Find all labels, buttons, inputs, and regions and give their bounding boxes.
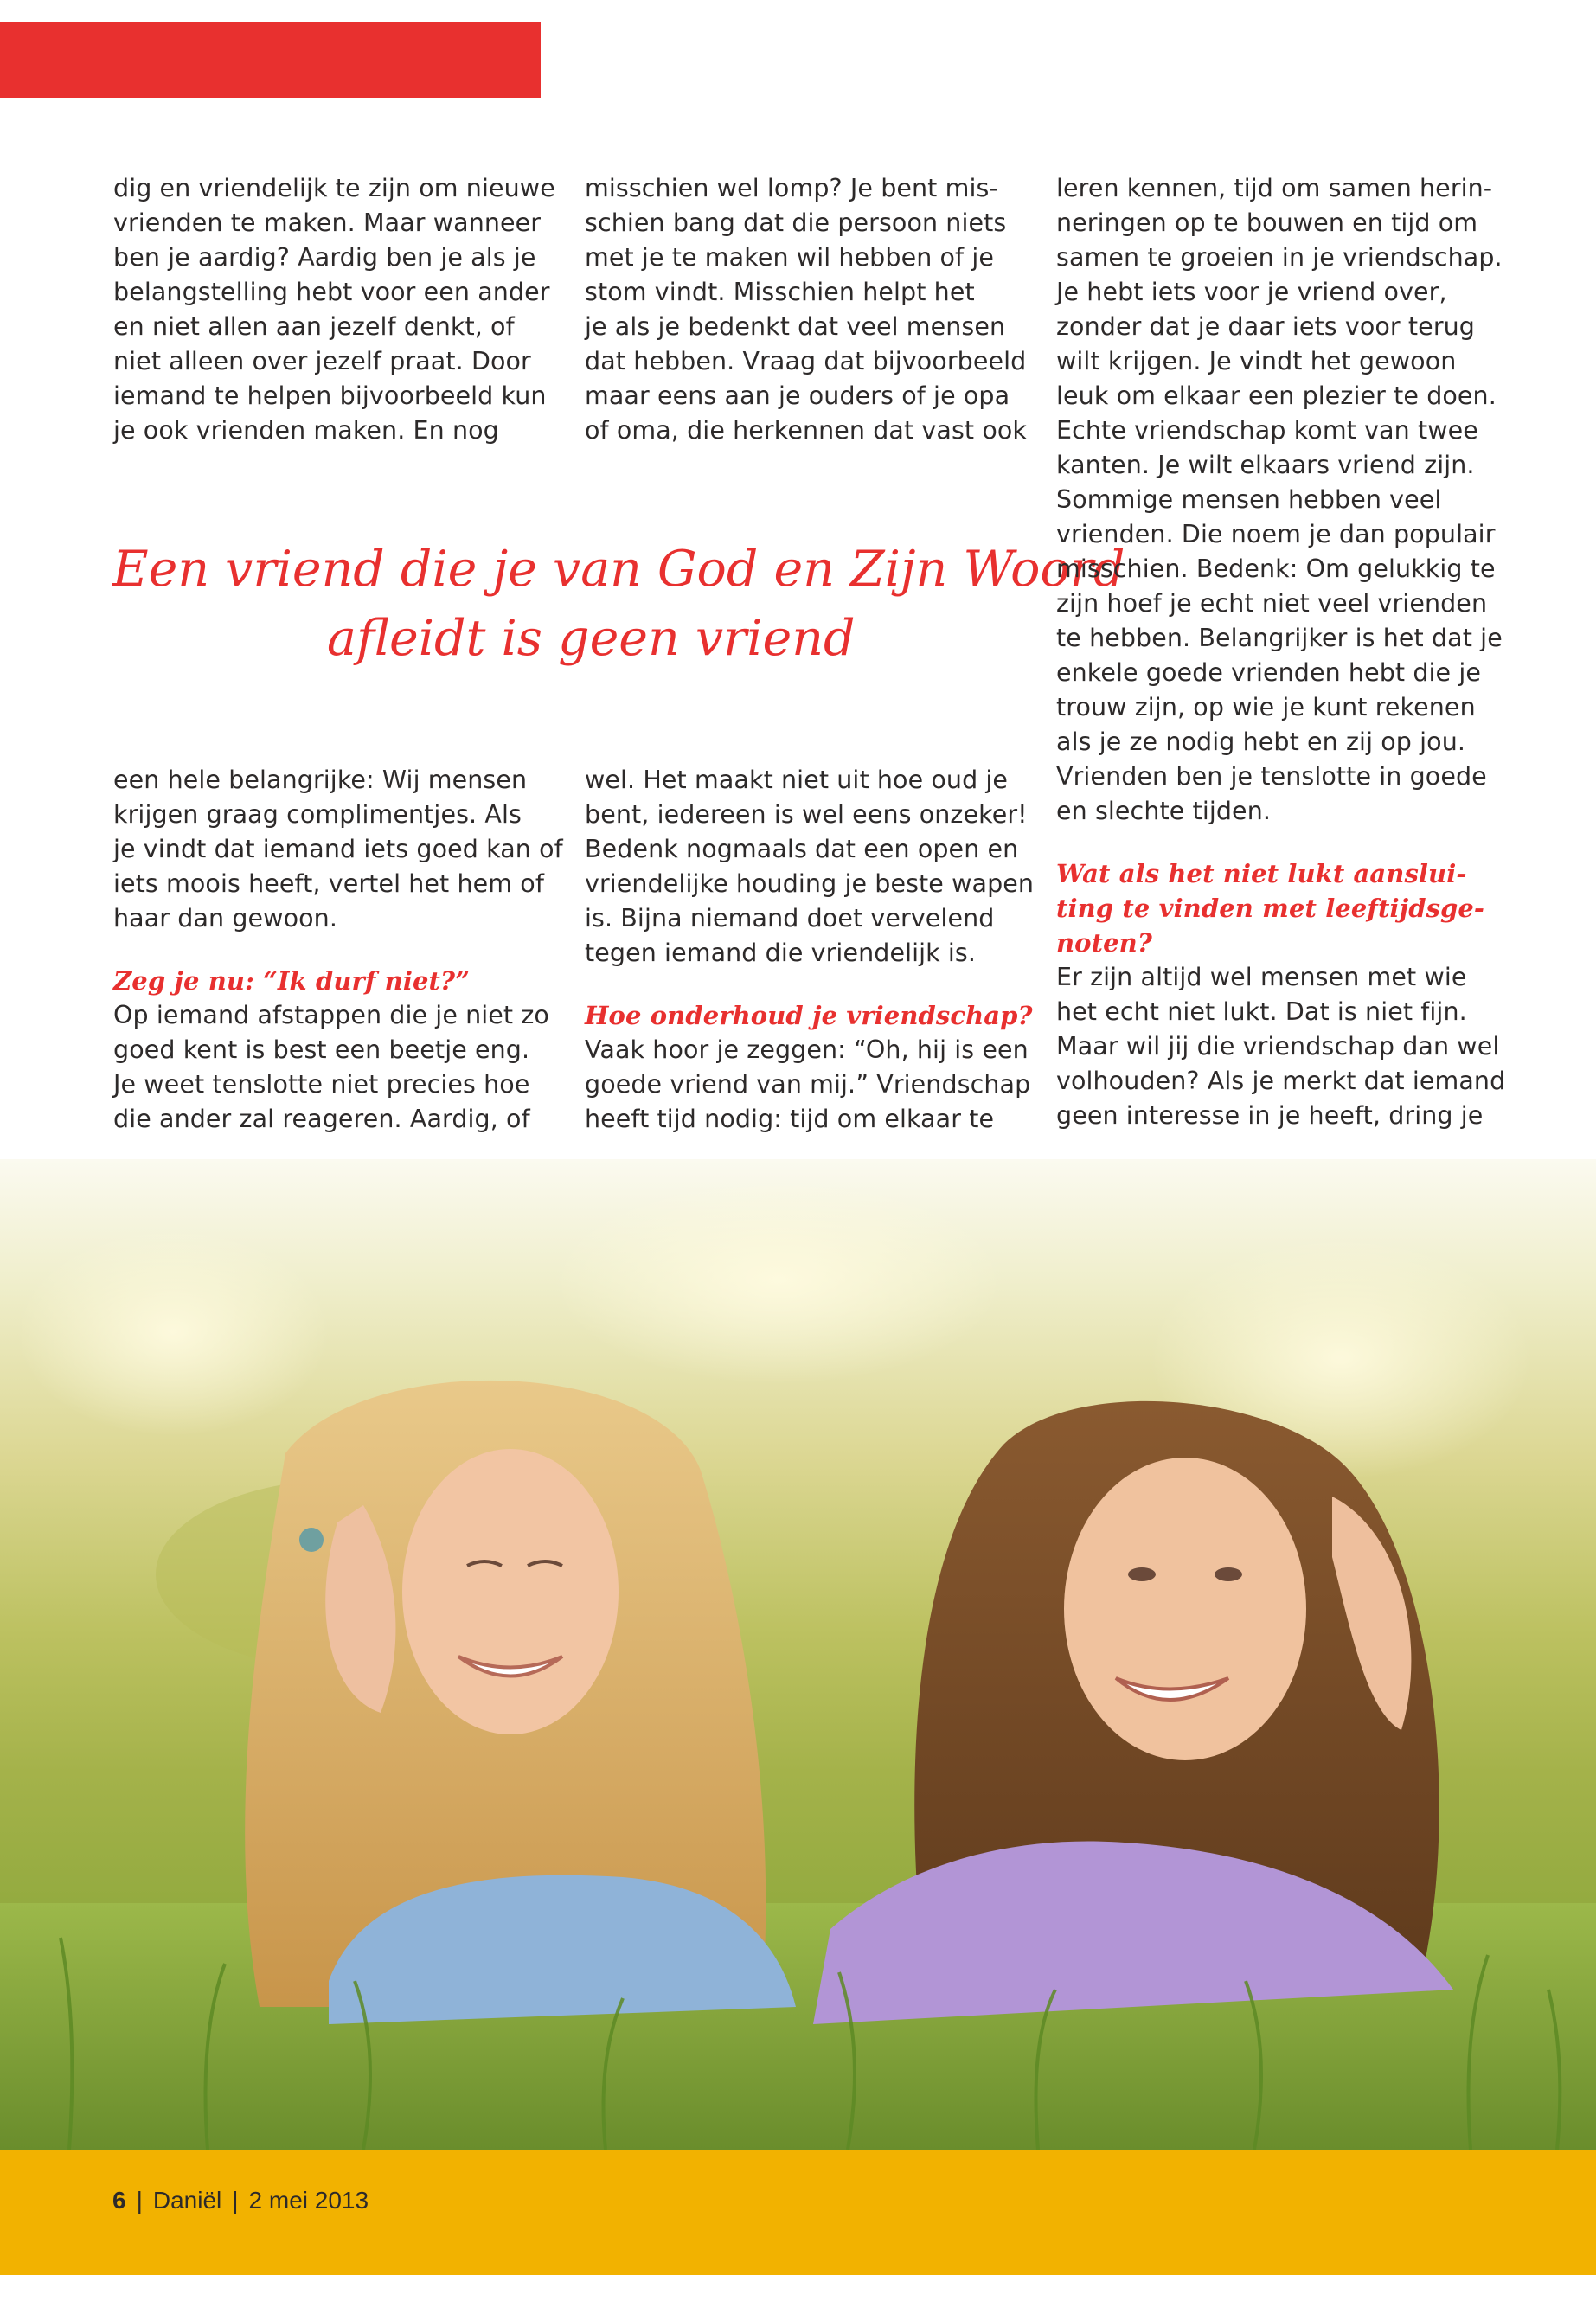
text-line: iets moois heeft, vertel het hem of — [113, 869, 544, 898]
text-line: heeft tijd nodig: tijd om elkaar te — [585, 1105, 995, 1133]
text-line: enkele goede vrienden hebt die je — [1056, 658, 1482, 687]
text-line: vriendelijke houding je beste wapen — [585, 869, 1035, 898]
text-line: samen te groeien in je vriendschap. — [1056, 243, 1503, 272]
text-line: vrienden. Die noem je dan populair — [1056, 520, 1496, 548]
text-line: Maar wil jij die vriendschap dan wel — [1056, 1032, 1500, 1061]
text-line: je ook vrienden maken. En nog — [113, 416, 499, 445]
text-line: Echte vriendschap komt van twee — [1056, 416, 1478, 445]
text-line: en slechte tijden. — [1056, 797, 1272, 825]
photo-illustration — [0, 1159, 1596, 2150]
column-3 — [1056, 171, 1506, 1133]
issue-date: 2 mei 2013 — [248, 2187, 369, 2214]
text-line: een hele belangrijke: Wij mensen — [113, 766, 528, 794]
column-2-top-text — [585, 171, 1028, 448]
text-line: haar dan gewoon. — [113, 904, 337, 933]
text-line: neringen op te bouwen en tijd om — [1056, 208, 1478, 237]
text-line: noten? — [1056, 928, 1152, 958]
text-line: leuk om elkaar een plezier te doen. — [1056, 381, 1497, 410]
text-line: Sommige mensen hebben veel — [1056, 485, 1442, 514]
section-heading-onderhoud-vriendschap: Hoe onderhoud je vriendschap? — [585, 1001, 1033, 1030]
text-line: je vindt dat iemand iets goed kan of — [113, 835, 563, 863]
bokeh-light — [554, 1176, 1003, 1384]
section-heading-aansluiting — [1056, 856, 1485, 960]
text-line: is. Bijna niemand doet vervelend — [585, 904, 995, 933]
footer-separator: | — [136, 2187, 143, 2214]
column-1-paragraph-1 — [113, 763, 563, 936]
column-1-paragraph-2 — [113, 998, 549, 1137]
girl-brunette — [813, 1401, 1453, 2024]
text-line: belangstelling hebt voor een ander — [113, 278, 550, 306]
text-line: zonder dat je daar iets voor terug — [1056, 312, 1475, 341]
text-line: als je ze nodig hebt en zij op jou. — [1056, 727, 1466, 756]
text-line: trouw zijn, op wie je kunt rekenen — [1056, 693, 1476, 721]
column-1-top — [113, 171, 555, 448]
text-line: bent, iedereen is wel eens onzeker! — [585, 800, 1028, 829]
column-2-top — [585, 171, 1028, 448]
text-line: iemand te helpen bijvoorbeeld kun — [113, 381, 547, 410]
text-line: Wat als het niet lukt aanslui- — [1056, 859, 1467, 888]
pull-quote-line-1: Een vriend die je van God en Zijn Woord — [112, 541, 1125, 598]
text-line: volhouden? Als je merkt dat iemand — [1056, 1067, 1506, 1095]
column-1-bottom — [113, 763, 563, 1137]
text-line: of oma, die herkennen dat vast ook — [585, 416, 1028, 445]
girl-blonde — [245, 1381, 796, 2024]
text-line: misschien wel lomp? Je bent mis- — [585, 174, 998, 202]
text-line: die ander zal reageren. Aardig, of — [113, 1105, 530, 1133]
section-heading-durf-niet: Zeg je nu: “Ik durf niet?” — [113, 966, 470, 996]
text-line: kanten. Je wilt elkaars vriend zijn. — [1056, 451, 1475, 479]
text-line: ben je aardig? Aardig ben je als je — [113, 243, 536, 272]
text-line: ting te vinden met leeftijdsge- — [1056, 894, 1485, 923]
text-line: schien bang dat die persoon niets — [585, 208, 1007, 237]
text-line: Er zijn altijd wel mensen met wie — [1056, 963, 1467, 991]
column-2-paragraph-1 — [585, 763, 1035, 971]
text-line: Vrienden ben je tenslotte in goede — [1056, 762, 1487, 791]
text-line: je als je bedenkt dat veel mensen — [585, 312, 1006, 341]
column-2-paragraph-2 — [585, 1033, 1031, 1137]
header-accent-bar — [0, 22, 541, 98]
text-line: geen interesse in je heeft, dring je — [1056, 1101, 1484, 1130]
text-line: wel. Het maakt niet uit hoe oud je — [585, 766, 1009, 794]
text-line: niet alleen over jezelf praat. Door — [113, 347, 531, 375]
text-line: en niet allen aan jezelf denkt, of — [113, 312, 515, 341]
bokeh-light — [17, 1228, 329, 1436]
text-line: dat hebben. Vraag dat bijvoorbeeld — [585, 347, 1027, 375]
text-line: met je te maken wil hebben of je — [585, 243, 995, 272]
text-line: tegen iemand die vriendelijk is. — [585, 939, 977, 967]
text-line: vrienden te maken. Maar wanneer — [113, 208, 542, 237]
text-line: goede vriend van mij.” Vriendschap — [585, 1070, 1031, 1099]
text-line: stom vindt. Misschien helpt het — [585, 278, 975, 306]
text-line: Je weet tenslotte niet precies hoe — [113, 1070, 530, 1099]
column-2-bottom — [585, 763, 1035, 1137]
text-line: te hebben. Belangrijker is het dat je — [1056, 624, 1503, 652]
text-line: Bedenk nogmaals dat een open en — [585, 835, 1019, 863]
pull-quote-line-2: afleidt is geen vriend — [327, 610, 856, 667]
text-line: Je hebt iets voor je vriend over, — [1056, 278, 1447, 306]
footer-text — [112, 2187, 369, 2214]
column-1-top-text — [113, 171, 555, 448]
column-3-paragraph-2 — [1056, 960, 1506, 1133]
magazine-name: Daniël — [152, 2187, 222, 2214]
text-line: Vaak hoor je zeggen: “Oh, hij is een — [585, 1035, 1029, 1064]
footer-separator: | — [232, 2187, 239, 2214]
page-number: 6 — [112, 2187, 126, 2214]
text-line: dig en vriendelijk te zijn om nieuwe — [113, 174, 555, 202]
column-3-paragraph-1 — [1056, 171, 1503, 829]
text-line: misschien. Bedenk: Om gelukkig te — [1056, 554, 1496, 583]
photo-two-girls-in-grass — [0, 1159, 1596, 2150]
text-line: het echt niet lukt. Dat is niet fijn. — [1056, 997, 1467, 1026]
text-line: goed kent is best een beetje eng. — [113, 1035, 530, 1064]
text-line: Op iemand afstappen die je niet zo — [113, 1001, 549, 1029]
text-line: krijgen graag complimentjes. Als — [113, 800, 522, 829]
text-line: wilt krijgen. Je vindt het gewoon — [1056, 347, 1457, 375]
text-line: zijn hoef je echt niet veel vrienden — [1056, 589, 1488, 618]
pull-quote — [112, 535, 1125, 673]
text-line: leren kennen, tijd om samen herin- — [1056, 174, 1493, 202]
text-line: maar eens aan je ouders of je opa — [585, 381, 1010, 410]
